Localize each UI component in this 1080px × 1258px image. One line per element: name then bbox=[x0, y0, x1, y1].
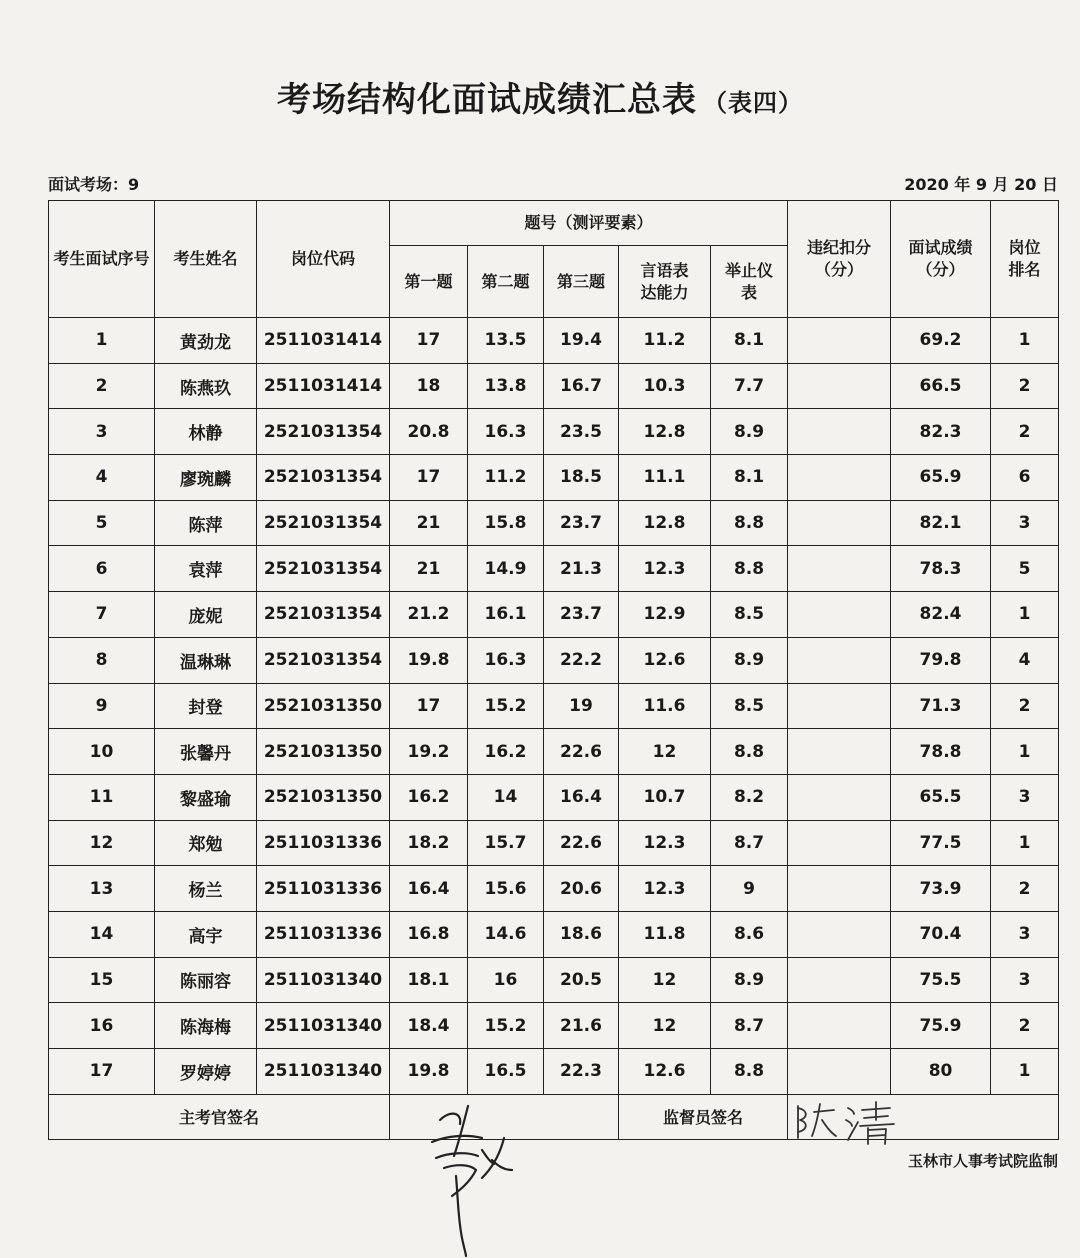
cell-verbal: 11.2 bbox=[619, 318, 711, 364]
cell-verbal: 12 bbox=[619, 957, 711, 1003]
cell-score: 80 bbox=[891, 1049, 991, 1095]
cell-seq: 15 bbox=[49, 957, 155, 1003]
table-row bbox=[49, 592, 1059, 638]
cell-score: 70.4 bbox=[891, 911, 991, 957]
header-q1: 第一题 bbox=[390, 246, 468, 318]
cell-q3: 21.3 bbox=[544, 546, 619, 592]
cell-seq: 9 bbox=[49, 683, 155, 729]
cell-code: 2511031336 bbox=[257, 866, 390, 912]
cell-q1: 16.2 bbox=[390, 774, 468, 820]
cell-verbal: 11.8 bbox=[619, 911, 711, 957]
cell-q3: 16.7 bbox=[544, 363, 619, 409]
cell-q1: 17 bbox=[390, 318, 468, 364]
cell-score: 78.3 bbox=[891, 546, 991, 592]
cell-name: 袁萍 bbox=[155, 546, 257, 592]
cell-code: 2521031354 bbox=[257, 455, 390, 501]
cell-verbal: 12.8 bbox=[619, 409, 711, 455]
cell-q1: 19.8 bbox=[390, 637, 468, 683]
cell-rank: 3 bbox=[991, 500, 1059, 546]
cell-score: 73.9 bbox=[891, 866, 991, 912]
table-row bbox=[49, 637, 1059, 683]
cell-q1: 16.8 bbox=[390, 911, 468, 957]
cell-rank: 2 bbox=[991, 866, 1059, 912]
cell-q3: 20.6 bbox=[544, 866, 619, 912]
cell-penalty bbox=[788, 957, 891, 1003]
header-penalty: 违纪扣分（分） bbox=[788, 201, 891, 318]
cell-q3: 18.5 bbox=[544, 455, 619, 501]
cell-code: 2521031354 bbox=[257, 592, 390, 638]
cell-manner: 8.8 bbox=[711, 546, 788, 592]
header-q3: 第三题 bbox=[544, 246, 619, 318]
table-row bbox=[49, 1003, 1059, 1049]
cell-score: 82.3 bbox=[891, 409, 991, 455]
score-rows bbox=[49, 318, 1059, 1095]
cell-seq: 7 bbox=[49, 592, 155, 638]
cell-q3: 19 bbox=[544, 683, 619, 729]
cell-q3: 20.5 bbox=[544, 957, 619, 1003]
header-seq: 考生面试序号 bbox=[49, 201, 155, 318]
cell-rank: 1 bbox=[991, 1049, 1059, 1095]
cell-q3: 18.6 bbox=[544, 911, 619, 957]
cell-q1: 19.8 bbox=[390, 1049, 468, 1095]
cell-q3: 23.7 bbox=[544, 592, 619, 638]
cell-verbal: 11.1 bbox=[619, 455, 711, 501]
cell-q3: 16.4 bbox=[544, 774, 619, 820]
cell-penalty bbox=[788, 866, 891, 912]
cell-code: 2511031414 bbox=[257, 318, 390, 364]
cell-seq: 5 bbox=[49, 500, 155, 546]
cell-penalty bbox=[788, 774, 891, 820]
cell-q2: 15.7 bbox=[468, 820, 544, 866]
cell-name: 黎盛瑜 bbox=[155, 774, 257, 820]
examiner-signature-cell bbox=[390, 1094, 619, 1139]
cell-code: 2511031340 bbox=[257, 1003, 390, 1049]
cell-q3: 23.7 bbox=[544, 500, 619, 546]
cell-rank: 1 bbox=[991, 729, 1059, 775]
cell-score: 82.4 bbox=[891, 592, 991, 638]
cell-seq: 8 bbox=[49, 637, 155, 683]
cell-verbal: 12.9 bbox=[619, 592, 711, 638]
cell-verbal: 11.6 bbox=[619, 683, 711, 729]
cell-score: 75.9 bbox=[891, 1003, 991, 1049]
cell-rank: 1 bbox=[991, 820, 1059, 866]
cell-verbal: 12 bbox=[619, 729, 711, 775]
cell-q2: 16.1 bbox=[468, 592, 544, 638]
cell-manner: 8.7 bbox=[711, 1003, 788, 1049]
cell-q1: 18 bbox=[390, 363, 468, 409]
cell-name: 林静 bbox=[155, 409, 257, 455]
cell-q2: 13.8 bbox=[468, 363, 544, 409]
cell-rank: 1 bbox=[991, 592, 1059, 638]
table-row bbox=[49, 546, 1059, 592]
cell-verbal: 12.3 bbox=[619, 866, 711, 912]
cell-penalty bbox=[788, 455, 891, 501]
cell-name: 杨兰 bbox=[155, 866, 257, 912]
cell-name: 黄劲龙 bbox=[155, 318, 257, 364]
cell-q3: 22.6 bbox=[544, 820, 619, 866]
supervisor-signature-cell bbox=[788, 1094, 1059, 1139]
cell-q1: 21.2 bbox=[390, 592, 468, 638]
table-row bbox=[49, 911, 1059, 957]
cell-name: 陈海梅 bbox=[155, 1003, 257, 1049]
cell-score: 69.2 bbox=[891, 318, 991, 364]
cell-q2: 15.6 bbox=[468, 866, 544, 912]
cell-q3: 22.3 bbox=[544, 1049, 619, 1095]
cell-name: 陈燕玖 bbox=[155, 363, 257, 409]
cell-manner: 8.9 bbox=[711, 957, 788, 1003]
table-row bbox=[49, 683, 1059, 729]
cell-rank: 1 bbox=[991, 318, 1059, 364]
header-rank: 岗位排名 bbox=[991, 201, 1059, 318]
cell-q1: 18.4 bbox=[390, 1003, 468, 1049]
table-row bbox=[49, 1049, 1059, 1095]
cell-rank: 2 bbox=[991, 363, 1059, 409]
table-row bbox=[49, 774, 1059, 820]
cell-manner: 8.8 bbox=[711, 500, 788, 546]
cell-score: 71.3 bbox=[891, 683, 991, 729]
cell-name: 廖琬麟 bbox=[155, 455, 257, 501]
cell-manner: 8.9 bbox=[711, 409, 788, 455]
cell-manner: 8.6 bbox=[711, 911, 788, 957]
cell-verbal: 12.3 bbox=[619, 546, 711, 592]
cell-verbal: 10.3 bbox=[619, 363, 711, 409]
cell-score: 78.8 bbox=[891, 729, 991, 775]
cell-q2: 16.3 bbox=[468, 409, 544, 455]
cell-q3: 22.6 bbox=[544, 729, 619, 775]
cell-verbal: 10.7 bbox=[619, 774, 711, 820]
cell-rank: 2 bbox=[991, 409, 1059, 455]
cell-penalty bbox=[788, 546, 891, 592]
cell-q2: 13.5 bbox=[468, 318, 544, 364]
cell-code: 2521031354 bbox=[257, 500, 390, 546]
cell-rank: 5 bbox=[991, 546, 1059, 592]
cell-name: 高宇 bbox=[155, 911, 257, 957]
cell-manner: 9 bbox=[711, 866, 788, 912]
cell-code: 2511031340 bbox=[257, 1049, 390, 1095]
cell-rank: 6 bbox=[991, 455, 1059, 501]
cell-seq: 6 bbox=[49, 546, 155, 592]
cell-q3: 23.5 bbox=[544, 409, 619, 455]
cell-rank: 2 bbox=[991, 1003, 1059, 1049]
cell-q1: 17 bbox=[390, 683, 468, 729]
cell-verbal: 12.3 bbox=[619, 820, 711, 866]
table-row bbox=[49, 820, 1059, 866]
header-score: 面试成绩（分） bbox=[891, 201, 991, 318]
page-title bbox=[0, 72, 1080, 121]
table-row bbox=[49, 729, 1059, 775]
cell-score: 65.9 bbox=[891, 455, 991, 501]
cell-penalty bbox=[788, 1003, 891, 1049]
cell-q3: 22.2 bbox=[544, 637, 619, 683]
table-row bbox=[49, 866, 1059, 912]
cell-q3: 21.6 bbox=[544, 1003, 619, 1049]
cell-score: 66.5 bbox=[891, 363, 991, 409]
header-name: 考生姓名 bbox=[155, 201, 257, 318]
cell-q1: 21 bbox=[390, 546, 468, 592]
table-row bbox=[49, 363, 1059, 409]
cell-score: 77.5 bbox=[891, 820, 991, 866]
supervisor-label: 监督员签名 bbox=[619, 1094, 788, 1139]
cell-q2: 16.2 bbox=[468, 729, 544, 775]
cell-q2: 14.6 bbox=[468, 911, 544, 957]
cell-seq: 2 bbox=[49, 363, 155, 409]
cell-score: 75.5 bbox=[891, 957, 991, 1003]
cell-penalty bbox=[788, 820, 891, 866]
cell-name: 郑勉 bbox=[155, 820, 257, 866]
cell-seq: 3 bbox=[49, 409, 155, 455]
cell-manner: 8.2 bbox=[711, 774, 788, 820]
cell-verbal: 12.8 bbox=[619, 500, 711, 546]
cell-code: 2511031336 bbox=[257, 820, 390, 866]
cell-q1: 18.1 bbox=[390, 957, 468, 1003]
cell-seq: 4 bbox=[49, 455, 155, 501]
cell-name: 封登 bbox=[155, 683, 257, 729]
table-row bbox=[49, 318, 1059, 364]
table-row bbox=[49, 409, 1059, 455]
cell-code: 2521031350 bbox=[257, 683, 390, 729]
cell-seq: 16 bbox=[49, 1003, 155, 1049]
cell-seq: 17 bbox=[49, 1049, 155, 1095]
header-q2: 第二题 bbox=[468, 246, 544, 318]
cell-q2: 16.5 bbox=[468, 1049, 544, 1095]
cell-manner: 8.8 bbox=[711, 1049, 788, 1095]
cell-manner: 8.1 bbox=[711, 455, 788, 501]
cell-code: 2521031350 bbox=[257, 774, 390, 820]
cell-manner: 8.9 bbox=[711, 637, 788, 683]
cell-penalty bbox=[788, 683, 891, 729]
score-table bbox=[48, 200, 1059, 1140]
cell-penalty bbox=[788, 729, 891, 775]
cell-rank: 3 bbox=[991, 957, 1059, 1003]
cell-verbal: 12 bbox=[619, 1003, 711, 1049]
cell-manner: 8.5 bbox=[711, 592, 788, 638]
cell-seq: 12 bbox=[49, 820, 155, 866]
cell-penalty bbox=[788, 1049, 891, 1095]
header-manner: 举止仪表 bbox=[711, 246, 788, 318]
cell-q2: 15.8 bbox=[468, 500, 544, 546]
title-suffix: （表四） bbox=[703, 89, 803, 117]
cell-q2: 16.3 bbox=[468, 637, 544, 683]
cell-seq: 1 bbox=[49, 318, 155, 364]
cell-penalty bbox=[788, 409, 891, 455]
cell-q2: 15.2 bbox=[468, 1003, 544, 1049]
cell-manner: 8.8 bbox=[711, 729, 788, 775]
cell-verbal: 12.6 bbox=[619, 637, 711, 683]
exam-hall-label: 面试考场：9 bbox=[48, 175, 140, 194]
cell-name: 庞妮 bbox=[155, 592, 257, 638]
header-items-group: 题号（测评要素） bbox=[390, 201, 788, 246]
cell-code: 2511031340 bbox=[257, 957, 390, 1003]
cell-penalty bbox=[788, 911, 891, 957]
cell-verbal: 12.6 bbox=[619, 1049, 711, 1095]
footer-issuer: 玉林市人事考试院监制 bbox=[907, 1152, 1058, 1170]
cell-name: 罗婷婷 bbox=[155, 1049, 257, 1095]
header-verbal: 言语表达能力 bbox=[619, 246, 711, 318]
cell-score: 65.5 bbox=[891, 774, 991, 820]
cell-manner: 8.7 bbox=[711, 820, 788, 866]
cell-q3: 19.4 bbox=[544, 318, 619, 364]
cell-rank: 4 bbox=[991, 637, 1059, 683]
title-main: 考场结构化面试成绩汇总表 bbox=[277, 80, 697, 120]
cell-penalty bbox=[788, 637, 891, 683]
cell-code: 2511031336 bbox=[257, 911, 390, 957]
cell-rank: 2 bbox=[991, 683, 1059, 729]
table-row bbox=[49, 455, 1059, 501]
cell-q1: 19.2 bbox=[390, 729, 468, 775]
cell-code: 2521031354 bbox=[257, 637, 390, 683]
cell-q2: 15.2 bbox=[468, 683, 544, 729]
cell-rank: 3 bbox=[991, 774, 1059, 820]
cell-name: 陈萍 bbox=[155, 500, 257, 546]
cell-manner: 8.5 bbox=[711, 683, 788, 729]
cell-code: 2521031354 bbox=[257, 409, 390, 455]
cell-penalty bbox=[788, 318, 891, 364]
table-row bbox=[49, 957, 1059, 1003]
cell-code: 2521031354 bbox=[257, 546, 390, 592]
cell-score: 82.1 bbox=[891, 500, 991, 546]
cell-q1: 17 bbox=[390, 455, 468, 501]
table-row bbox=[49, 500, 1059, 546]
cell-seq: 13 bbox=[49, 866, 155, 912]
cell-name: 陈丽容 bbox=[155, 957, 257, 1003]
cell-q2: 11.2 bbox=[468, 455, 544, 501]
cell-name: 张馨丹 bbox=[155, 729, 257, 775]
cell-q1: 18.2 bbox=[390, 820, 468, 866]
cell-q2: 14.9 bbox=[468, 546, 544, 592]
cell-code: 2521031350 bbox=[257, 729, 390, 775]
cell-q1: 16.4 bbox=[390, 866, 468, 912]
examiner-label: 主考官签名 bbox=[49, 1094, 390, 1139]
cell-q2: 14 bbox=[468, 774, 544, 820]
cell-code: 2511031414 bbox=[257, 363, 390, 409]
cell-penalty bbox=[788, 363, 891, 409]
cell-manner: 7.7 bbox=[711, 363, 788, 409]
cell-name: 温琳琳 bbox=[155, 637, 257, 683]
cell-rank: 3 bbox=[991, 911, 1059, 957]
date-label: 2020 年 9 月 20 日 bbox=[904, 175, 1058, 194]
cell-q2: 16 bbox=[468, 957, 544, 1003]
cell-penalty bbox=[788, 592, 891, 638]
cell-penalty bbox=[788, 500, 891, 546]
cell-score: 79.8 bbox=[891, 637, 991, 683]
cell-seq: 10 bbox=[49, 729, 155, 775]
header-code: 岗位代码 bbox=[257, 201, 390, 318]
cell-manner: 8.1 bbox=[711, 318, 788, 364]
cell-seq: 11 bbox=[49, 774, 155, 820]
cell-q1: 21 bbox=[390, 500, 468, 546]
cell-q1: 20.8 bbox=[390, 409, 468, 455]
cell-seq: 14 bbox=[49, 911, 155, 957]
